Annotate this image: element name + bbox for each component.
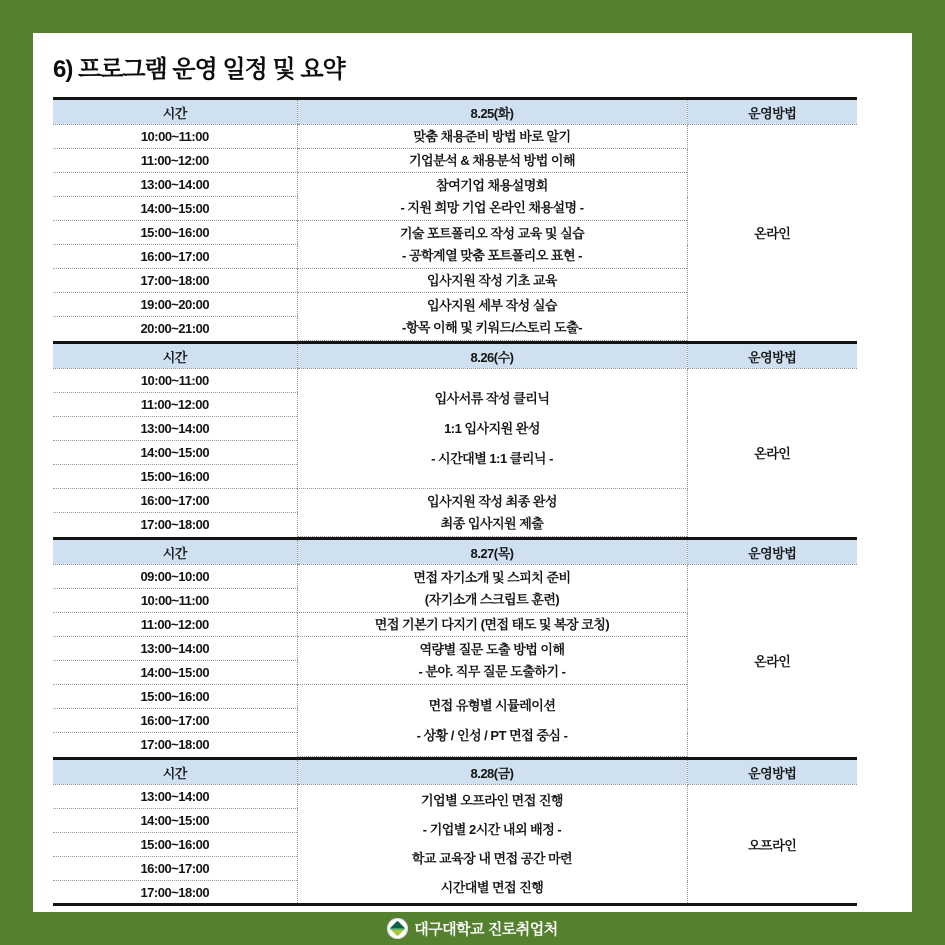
activity-line: - 분야. 직무 질문 도출하기 - [418, 663, 566, 679]
activity-line: 면접 유형별 시뮬레이션 [428, 697, 556, 713]
footer [0, 912, 945, 945]
method-cell: 오프라인 [687, 785, 857, 905]
activity-line: 기업분석 & 채용분석 방법 이해 [408, 152, 576, 168]
activity-line: 입사서류 작성 클리닉 [434, 390, 550, 406]
document-page [33, 33, 912, 912]
time-cell: 17:00~18:00 [140, 884, 210, 900]
method-cell: 온라인 [687, 565, 857, 757]
schedule-table-8.27(목) [53, 537, 857, 757]
time-cell: 11:00~12:00 [53, 149, 297, 173]
time-cell: 11:00~12:00 [53, 393, 297, 417]
time-cell: 13:00~14:00 [53, 637, 297, 661]
activity-line: 기술 포트폴리오 작성 교육 및 실습 [399, 225, 585, 241]
time-cell: 10:00~11:00 [53, 589, 297, 613]
schedule-table-8.25(화) [53, 97, 857, 341]
activity-line: 최종 입사지원 제출 [440, 515, 544, 531]
time-cell: 13:00~14:00 [53, 173, 297, 197]
time-cell: 16:00~17:00 [53, 857, 297, 881]
column-header-method: 운영방법 [687, 539, 857, 565]
page-title: 6) 프로그램 운영 일정 및 요약 [53, 56, 345, 83]
time-cell: 10:00~11:00 [53, 369, 297, 393]
time-cell: 09:00~10:00 [53, 565, 297, 589]
column-header-date: 8.28(금) [297, 759, 687, 785]
column-header-date: 8.25(화) [297, 99, 687, 125]
activity-line: - 기업별 2시간 내외 배정 - [422, 822, 562, 837]
schedule-table-8.28(금) [53, 757, 857, 906]
time-cell: 19:00~20:00 [53, 293, 297, 317]
time-cell: 14:00~15:00 [53, 197, 297, 221]
activity-line: 참여기업 채용설명회 [436, 177, 548, 193]
activity-cell [297, 565, 687, 613]
activity-line: 시간대별 면접 진행 [440, 880, 544, 895]
activity-line: 기업별 오프라인 면접 진행 [421, 793, 563, 808]
time-cell: 14:00~15:00 [53, 809, 297, 833]
activity-cell [297, 369, 687, 489]
time-cell: 11:00~12:00 [53, 613, 297, 637]
activity-line: 입사지원 작성 기초 교육 [427, 272, 557, 288]
activity-cell [297, 173, 687, 221]
activity-line: (자기소개 스크립트 훈련) [424, 591, 560, 607]
activity-line: 면접 기본기 다지기 (면접 태도 및 복장 코칭) [374, 616, 610, 632]
column-header-date: 8.26(수) [297, 343, 687, 369]
activity-line: 맞춤 채용준비 방법 바로 알기 [413, 128, 571, 144]
time-cell: 15:00~16:00 [53, 833, 297, 857]
activity-line: - 지원 희망 기업 온라인 채용설명 - [400, 199, 584, 215]
activity-line: 역량별 질문 도출 방법 이해 [419, 641, 565, 657]
time-cell: 16:00~17:00 [53, 709, 297, 733]
activity-line: 1:1 입사지원 완성 [444, 420, 540, 436]
time-cell: 10:00~11:00 [53, 125, 297, 149]
column-header-date: 8.27(목) [297, 539, 687, 565]
time-cell: 16:00~17:00 [53, 489, 297, 513]
column-header-method: 운영방법 [687, 99, 857, 125]
activity-line: 면접 자기소개 및 스피치 준비 [413, 569, 571, 585]
schedule-table-8.26(수) [53, 341, 857, 537]
time-cell: 13:00~14:00 [53, 417, 297, 441]
column-header-time: 시간 [53, 343, 297, 369]
column-header-method: 운영방법 [687, 343, 857, 369]
activity-cell [297, 125, 687, 149]
footer-org-name: 대구대학교 진로취업처 [414, 921, 558, 938]
column-header-time: 시간 [53, 759, 297, 785]
activity-cell [297, 293, 687, 341]
activity-line: -항목 이해 및 키워드/스토리 도출- [402, 319, 582, 335]
method-cell: 온라인 [687, 369, 857, 537]
activity-line: - 시간대별 1:1 클리닉 - [431, 450, 553, 466]
time-cell: 16:00~17:00 [53, 245, 297, 269]
activity-cell [297, 685, 687, 757]
activity-cell [297, 221, 687, 269]
time-cell: 15:00~16:00 [53, 465, 297, 489]
time-cell: 13:00~14:00 [53, 785, 297, 809]
emblem-diamond-shape [390, 921, 406, 937]
time-cell: 17:00~18:00 [140, 517, 210, 533]
time-cell: 17:00~18:00 [53, 269, 297, 293]
time-cell: 15:00~16:00 [53, 685, 297, 709]
activity-cell [297, 613, 687, 637]
column-header-time: 시간 [53, 539, 297, 565]
activity-cell [297, 489, 687, 537]
activity-cell [297, 149, 687, 173]
activity-cell [297, 637, 687, 685]
time-cell: 17:00~18:00 [140, 737, 210, 753]
time-cell: 14:00~15:00 [53, 441, 297, 465]
column-header-method: 운영방법 [687, 759, 857, 785]
column-header-time: 시간 [53, 99, 297, 125]
activity-line: - 상황 / 인성 / PT 면접 중심 - [416, 727, 568, 743]
time-cell: 20:00~21:00 [140, 321, 210, 337]
method-cell: 온라인 [687, 125, 857, 341]
schedule-tables [53, 97, 857, 906]
time-cell: 15:00~16:00 [53, 221, 297, 245]
university-emblem-icon [387, 918, 408, 939]
activity-line: 입사지원 작성 최종 완성 [427, 493, 557, 509]
time-cell: 14:00~15:00 [53, 661, 297, 685]
activity-line: 학교 교육장 내 면접 공간 마련 [411, 851, 573, 866]
activity-line: - 공학계열 맞춤 포트폴리오 표현 - [402, 247, 582, 263]
activity-cell [297, 785, 687, 905]
activity-line: 입사지원 세부 작성 실습 [427, 297, 557, 313]
activity-cell [297, 269, 687, 293]
